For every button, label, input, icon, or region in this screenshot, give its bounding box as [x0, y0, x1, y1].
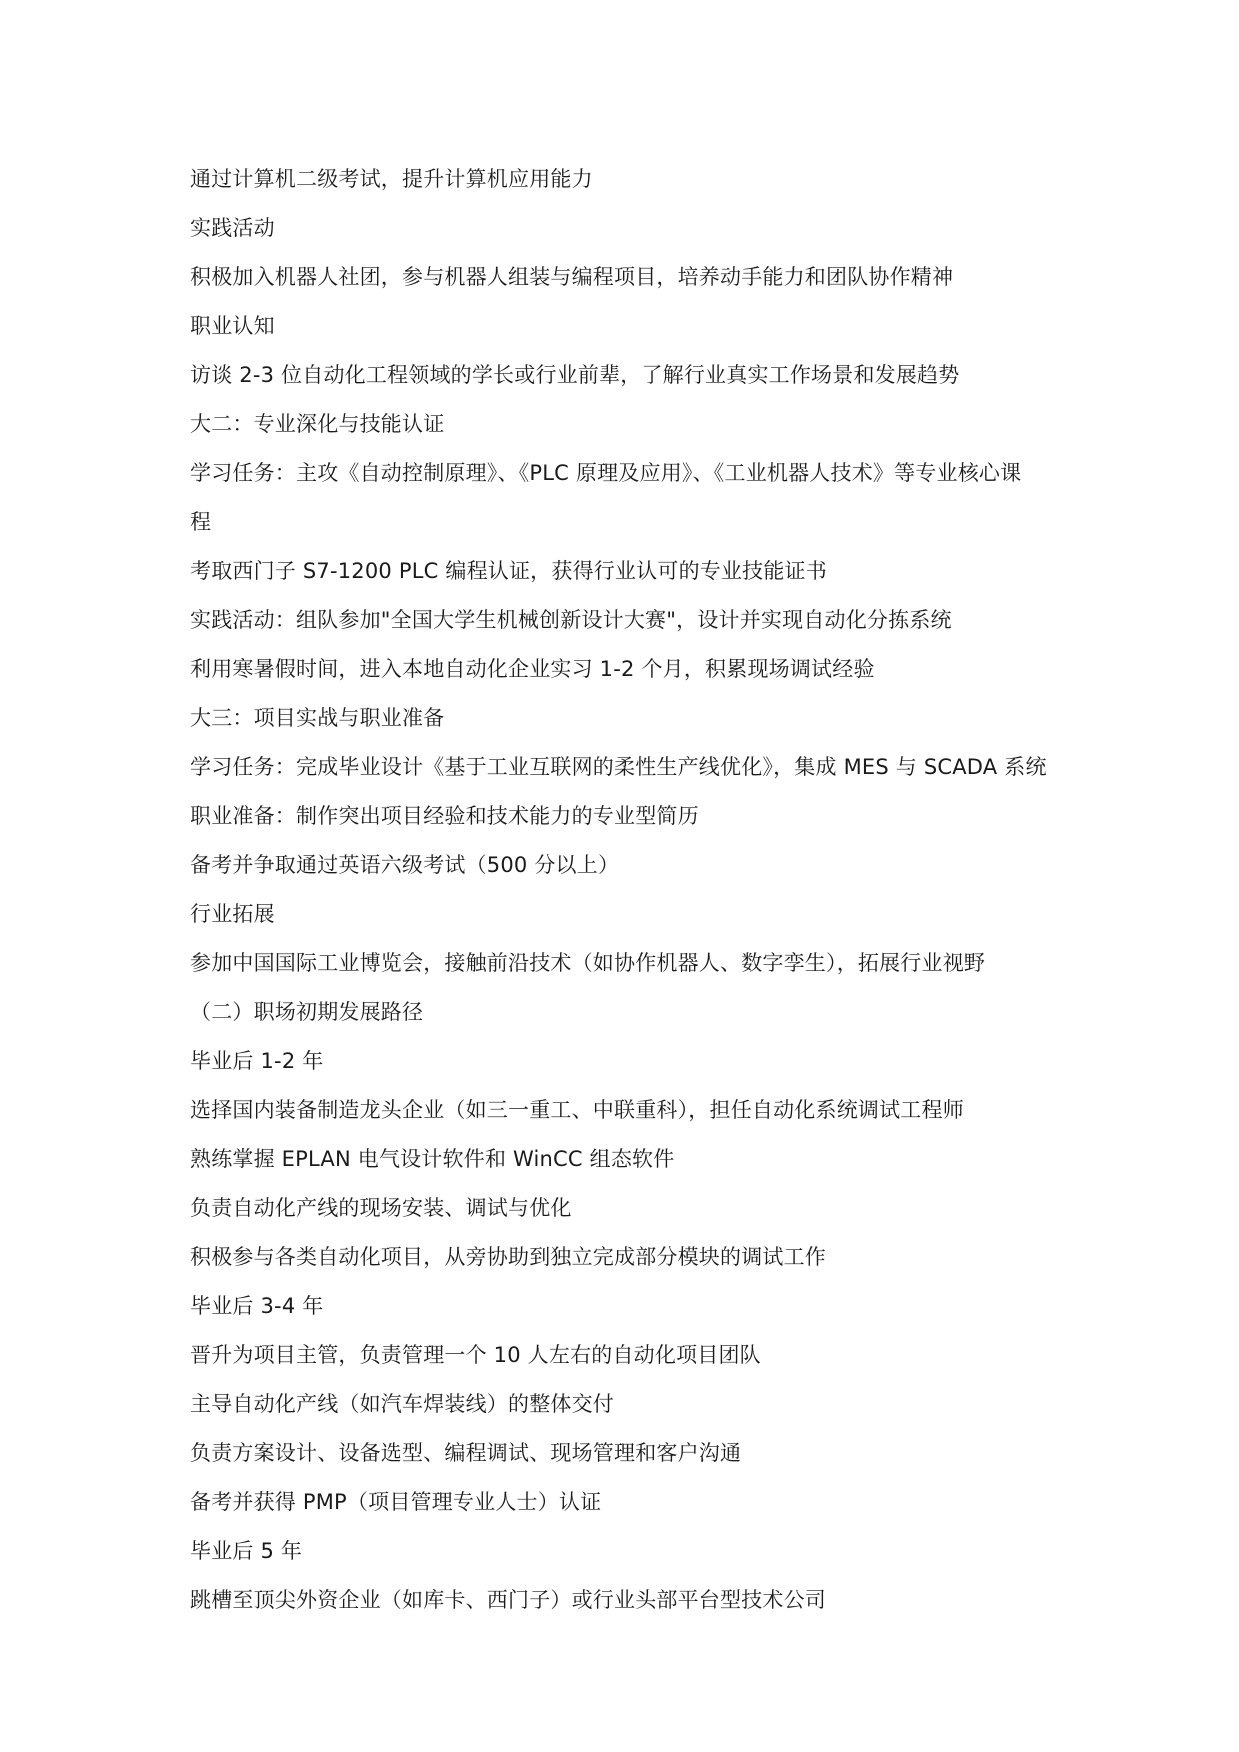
text-line: 负责自动化产线的现场安装、调试与优化 [190, 1196, 572, 1220]
text-line: 学习任务：完成毕业设计《基于工业互联网的柔性生产线优化》，集成 MES 与 SCADA 系统 [190, 755, 1047, 779]
text-line: 实践活动：组队参加"全国大学生机械创新设计大赛"，设计并实现自动化分拣系统 [190, 608, 952, 632]
section-heading: （二）职场初期发展路径 [190, 1000, 424, 1024]
section-heading: 毕业后 1-2 年 [190, 1049, 324, 1073]
section-heading: 实践活动 [190, 216, 275, 240]
text-line: 考取西门子 S7-1200 PLC 编程认证，获得行业认可的专业技能证书 [190, 559, 827, 583]
text-line: 跳槽至顶尖外资企业（如库卡、西门子）或行业头部平台型技术公司 [190, 1588, 826, 1612]
text-line: 主导自动化产线（如汽车焊装线）的整体交付 [190, 1392, 614, 1416]
section-heading: 大三：项目实战与职业准备 [190, 706, 445, 730]
text-line: 参加中国国际工业博览会，接触前沿技术（如协作机器人、数字孪生），拓展行业视野 [190, 951, 986, 975]
text-line: 学习任务：主攻《自动控制原理》、《PLC 原理及应用》、《工业机器人技术》等专业核心课 [190, 461, 1022, 485]
section-heading: 行业拓展 [190, 902, 275, 926]
text-line: 访谈 2-3 位自动化工程领域的学长或行业前辈，了解行业真实工作场景和发展趋势 [190, 363, 960, 387]
text-line: 负责方案设计、设备选型、编程调试、现场管理和客户沟通 [190, 1441, 742, 1465]
section-heading: 大二：专业深化与技能认证 [190, 412, 445, 436]
document-body [190, 155, 1070, 1625]
text-line: 职业准备：制作突出项目经验和技术能力的专业型简历 [190, 804, 699, 828]
text-line: 备考并争取通过英语六级考试（500 分以上） [190, 853, 620, 877]
text-line: 积极加入机器人社团，参与机器人组装与编程项目，培养动手能力和团队协作精神 [190, 265, 954, 289]
text-line: 通过计算机二级考试，提升计算机应用能力 [190, 167, 593, 191]
text-line: 晋升为项目主管，负责管理一个 10 人左右的自动化项目团队 [190, 1343, 761, 1367]
text-line: 选择国内装备制造龙头企业（如三一重工、中联重科），担任自动化系统调试工程师 [190, 1098, 964, 1122]
text-line: 熟练掌握 EPLAN 电气设计软件和 WinCC 组态软件 [190, 1147, 675, 1171]
section-heading: 毕业后 5 年 [190, 1539, 303, 1563]
section-heading: 毕业后 3-4 年 [190, 1294, 324, 1318]
text-line: 利用寒暑假时间，进入本地自动化企业实习 1-2 个月，积累现场调试经验 [190, 657, 875, 681]
text-line: 程 [190, 510, 212, 534]
section-heading: 职业认知 [190, 314, 275, 338]
text-line: 积极参与各类自动化项目，从旁协助到独立完成部分模块的调试工作 [190, 1245, 826, 1269]
text-line: 备考并获得 PMP（项目管理专业人士）认证 [190, 1490, 602, 1514]
